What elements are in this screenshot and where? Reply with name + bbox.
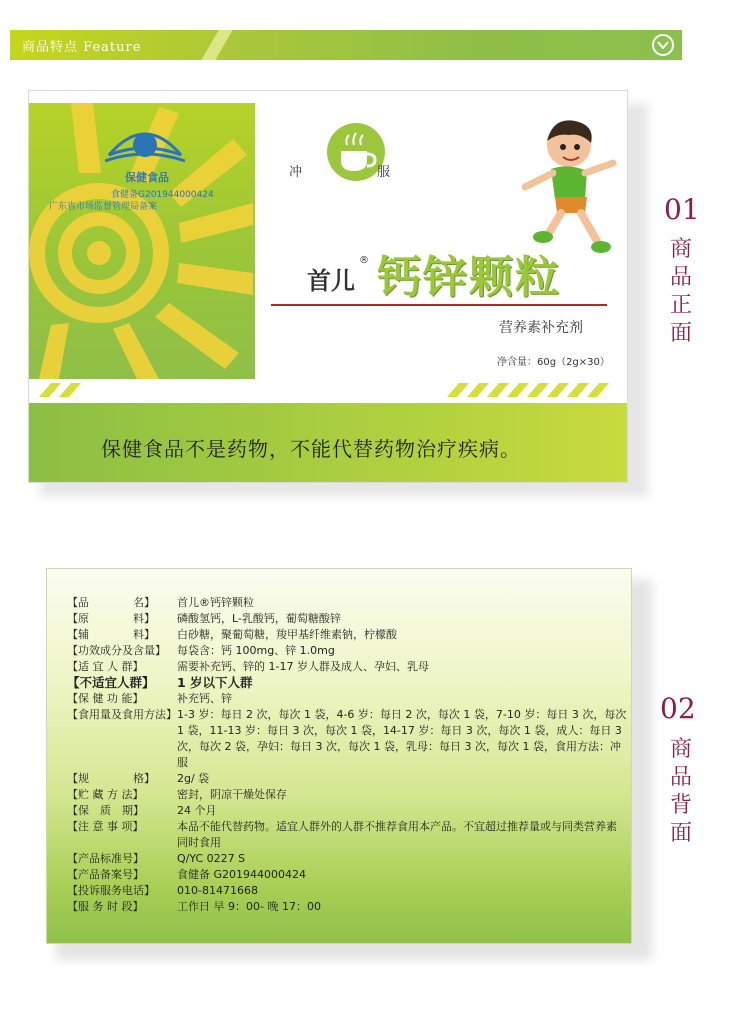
spec-row <box>67 787 627 803</box>
front-card <box>28 90 628 483</box>
spec-value: 白砂糖，聚葡萄糖，羧甲基纤维素钠，柠檬酸 <box>177 628 397 641</box>
spec-value: 010-81471668 <box>177 884 258 897</box>
spec-key: 【辅 料】 <box>67 628 155 641</box>
cup-label-left: 冲 <box>289 165 303 180</box>
spec-value: 24 个月 <box>177 804 217 817</box>
spec-row <box>67 595 627 611</box>
health-warning: 保健食品不是药物，不能代替药物治疗疾病。 <box>101 437 521 461</box>
spec-list <box>67 595 627 915</box>
spec-value: Q/YC 0227 S <box>177 852 246 865</box>
spec-key: 【功效成分及含量】 <box>67 644 166 657</box>
spec-key: 【适 宜 人 群】 <box>67 660 144 673</box>
spec-row <box>67 691 627 707</box>
spec-value: 密封，阴凉干燥处保存 <box>177 788 287 801</box>
badge-registration: 食健备G201944000424 <box>111 190 214 200</box>
spec-key: 【贮 藏 方 法】 <box>67 788 144 801</box>
spec-key: 【注 意 事 项】 <box>67 820 144 833</box>
spec-key: 【服 务 时 段】 <box>67 900 144 913</box>
expand-chevron-icon[interactable] <box>652 34 674 56</box>
spec-key: 【品 名】 <box>67 596 155 609</box>
diagonal-stripes <box>29 383 628 397</box>
spec-row <box>67 803 627 819</box>
spec-row <box>67 627 627 643</box>
spec-key: 【食用量及食用方法】 <box>67 708 177 721</box>
back-section-number: 02 <box>660 692 696 725</box>
back-card <box>46 568 632 944</box>
spec-value: 1-3 岁：每日 2 次，每次 1 袋，4-6 岁：每日 2 次，每次 1 袋，7-10 岁：每日 3 次，每次 1 袋，11-13 岁：每日 3 次，每次 1 袋，14-17 岁：每日 3 次，每次 1 袋，成人：每日 3 次，每次 2 袋，孕妇：每日 3 次，每次 1 袋，乳母：每日 3 次，每次 1 袋，食用方法：冲服 <box>177 708 627 769</box>
spec-row <box>67 643 627 659</box>
spec-value: 首儿®钙锌颗粒 <box>177 596 254 609</box>
header-stripe <box>201 30 232 60</box>
spec-row <box>67 899 627 915</box>
registered-mark: ® <box>359 255 369 266</box>
spec-key: 【产品备案号】 <box>67 868 144 881</box>
product-name: 钙锌颗粒 <box>377 252 561 303</box>
spec-value: 补充钙、锌 <box>177 692 232 705</box>
spec-key: 【原 料】 <box>67 612 155 625</box>
cup-label-right: 服 <box>377 165 391 180</box>
spec-row <box>67 867 627 883</box>
running-kid-illustration <box>505 115 625 255</box>
spec-key: 【保 质 期】 <box>67 804 144 817</box>
spec-value: 2g/ 袋 <box>177 772 210 785</box>
sun-panel <box>29 103 255 379</box>
spec-key: 【不适宜人群】 <box>67 675 155 690</box>
spec-key: 【投诉服务电话】 <box>67 884 155 897</box>
spec-key: 【产品标准号】 <box>67 852 144 865</box>
spec-value: 食健备 G201944000424 <box>177 868 307 881</box>
spec-row <box>67 707 627 771</box>
product-front-image <box>28 90 642 495</box>
spec-key: 【保 健 功 能】 <box>67 692 144 705</box>
spec-row <box>67 659 627 675</box>
net-weight: 净含量：60g（2g×30） <box>497 357 610 368</box>
spec-row <box>67 851 627 867</box>
spec-value: 需要补充钙、锌的 1-17 岁人群及成人、孕妇、乳母 <box>177 660 429 673</box>
blue-hat-icon <box>105 117 185 169</box>
spec-row <box>67 611 627 627</box>
spec-value: 工作日 早 9：00- 晚 17：00 <box>177 900 321 913</box>
brand-name: 首儿 <box>307 267 355 295</box>
spec-value: 磷酸氢钙，L-乳酸钙，葡萄糖酸锌 <box>177 612 341 625</box>
back-section-label: 商 品 背 面 <box>669 737 692 846</box>
badge-title: 保健食品 <box>125 171 169 184</box>
spec-value: 每袋含：钙 100mg、锌 1.0mg <box>177 644 335 657</box>
front-section-number: 01 <box>664 193 700 226</box>
spec-row <box>67 771 627 787</box>
header-title: 商品特点 Feature <box>22 40 142 55</box>
spec-row <box>67 819 627 851</box>
product-back-image <box>46 568 646 953</box>
product-subtitle: 营养素补充剂 <box>499 320 583 336</box>
spec-value: 本品不能代替药物。适宜人群外的人群不推荐食用本产品。不宜超过推荐量或与同类营养素同时食用 <box>177 820 617 849</box>
spec-row <box>67 883 627 899</box>
red-divider-line <box>271 304 607 306</box>
front-section-label: 商 品 正 面 <box>669 237 692 346</box>
badge-organization: 广东省市场监督管理局备案 <box>49 202 158 212</box>
spec-row <box>67 675 627 691</box>
feature-header-bar <box>10 30 682 60</box>
spec-key: 【规 格】 <box>67 772 155 785</box>
spec-value: 1 岁以下人群 <box>177 675 253 690</box>
